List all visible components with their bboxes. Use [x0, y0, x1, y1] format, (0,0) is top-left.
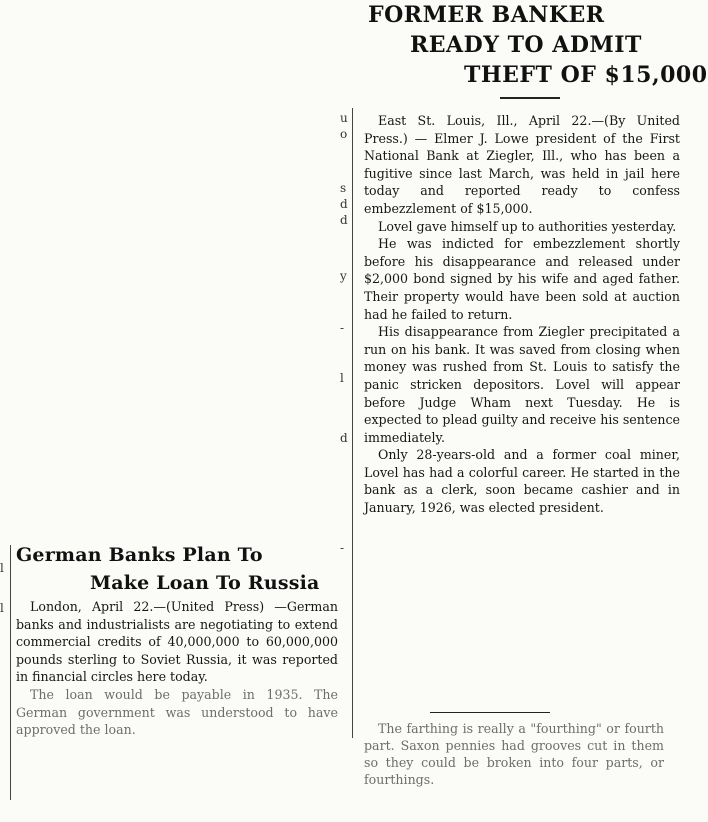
- banker-story-body: [364, 112, 680, 517]
- margin-fragment: s: [340, 181, 347, 195]
- farthing-filler: [364, 720, 664, 788]
- filler-paragraph: The farthing is really a "fourthing" or fourth part. Saxon pennies had grooves cut in them so they could be broken into four parts, or fourthings.: [364, 721, 664, 787]
- russia-story-body: [16, 598, 338, 739]
- margin-fragment: d: [340, 197, 348, 211]
- margin-fragment: l: [0, 561, 4, 575]
- article-paragraph: London, April 22.—(United Press) —German banks and industrialists are negotiating to extend commercial credits of 40,000,000 to 60,000,000 pounds sterling to Soviet Russia, it was reported in financial circles here today.: [16, 599, 338, 685]
- article-paragraph: His disappearance from Ziegler precipitated a run on his bank. It was saved from closing when money was rushed from St. Louis to satisfy the panic stricken depositors. Lovel will appear before Judge Wham next Tuesday. He is expected to plead guilty and receive his sentence immediately.: [364, 324, 680, 445]
- russia-headline-line-2: Make Loan To Russia: [90, 572, 320, 594]
- article-paragraph: Lovel gave himself up to authorities yesterday.: [378, 218, 677, 234]
- left-column-rule: [10, 545, 11, 800]
- story-end-rule: [430, 712, 550, 713]
- banker-headline-line-2: READY TO ADMIT: [410, 32, 642, 58]
- margin-fragment: y: [340, 269, 347, 283]
- margin-fragment: u: [340, 111, 348, 125]
- margin-fragment: -: [340, 541, 345, 555]
- russia-headline-line-1: German Banks Plan To: [16, 544, 263, 566]
- banker-headline-line-3: THEFT OF $15,000: [464, 62, 708, 88]
- column-divider: [352, 108, 353, 738]
- margin-fragment: o: [340, 127, 348, 141]
- article-paragraph: The loan would be payable in 1935. The German government was understood to have approved the loan.: [16, 686, 338, 738]
- article-paragraph: East St. Louis, Ill., April 22.—(By United Press.) — Elmer J. Lowe president of the First National Bank at Ziegler, Ill., who has been a fugitive since last March, was held in jail here today and reported ready to confess embezzlement of $15,000.: [364, 113, 680, 216]
- banker-headline-line-1: FORMER BANKER: [368, 2, 605, 28]
- margin-fragment: d: [340, 213, 348, 227]
- article-paragraph: He was indicted for embezzlement shortly before his disappearance and released under $2,000 bond signed by his wife and aged father. Their property would have been sold at auction had he failed to return.: [364, 236, 680, 322]
- margin-fragment: d: [340, 431, 348, 445]
- margin-fragment: l: [0, 601, 4, 615]
- margin-fragment: l: [340, 371, 344, 385]
- headline-rule: [500, 97, 560, 99]
- margin-fragment: -: [340, 321, 345, 335]
- article-paragraph: Only 28-years-old and a former coal miner, Lovel has had a colorful career. He started in the bank as a clerk, soon became cashier and in January, 1926, was elected president.: [364, 447, 680, 516]
